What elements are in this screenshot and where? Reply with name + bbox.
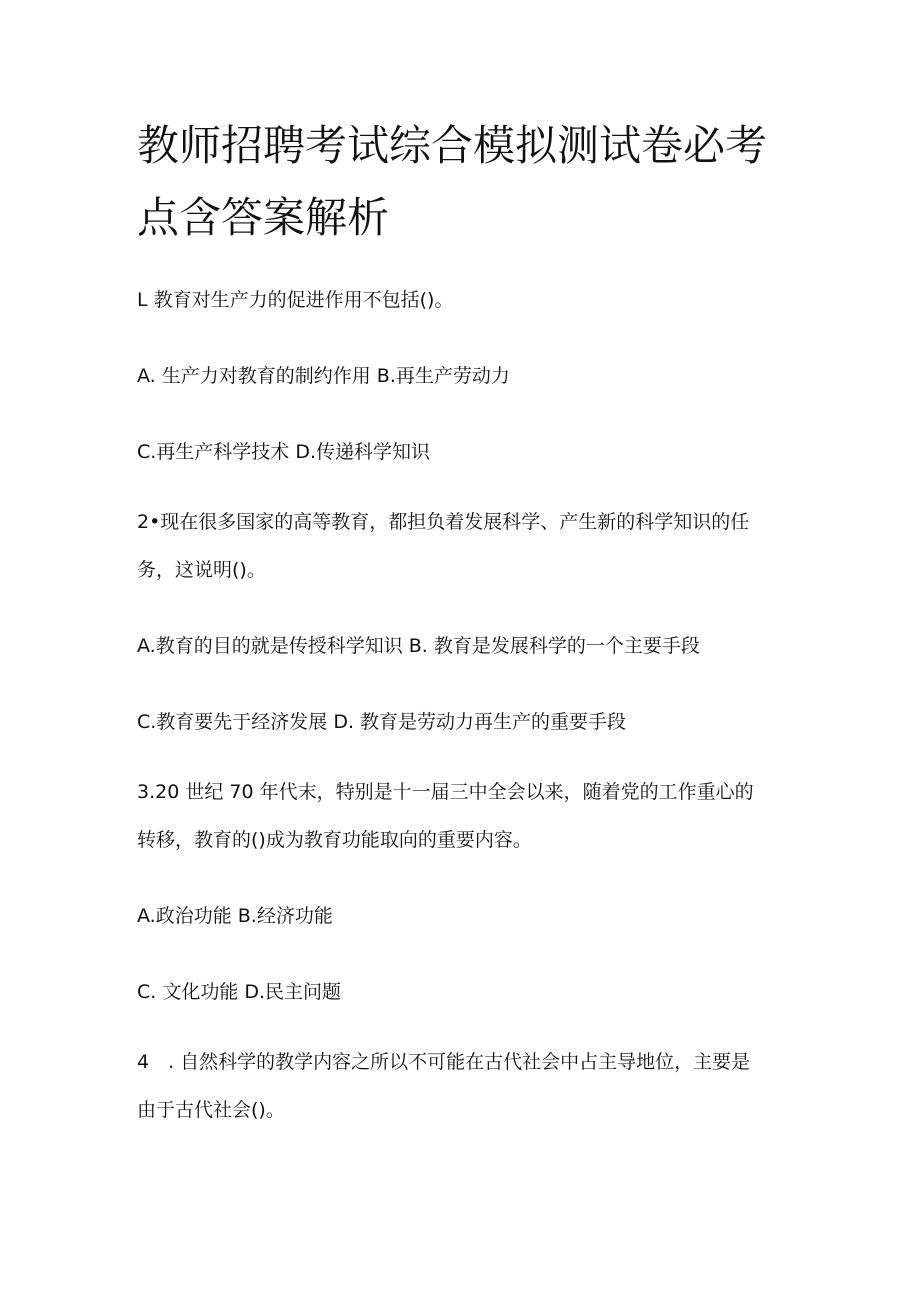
document-title	[137, 110, 782, 254]
answer-option-line: A.政治功能 B.经济功能	[137, 905, 333, 927]
question-stem	[137, 1038, 782, 1134]
question-stem-line: 由于古代社会()。	[137, 1099, 285, 1121]
title-line-1: 教师招聘考试综合模拟测试卷必考	[137, 121, 768, 170]
question-stem-line: 转移，教育的()成为教育功能取向的重要内容。	[137, 829, 532, 851]
question-stem	[137, 276, 782, 324]
answer-option-line: A. 生产力对教育的制约作用 B.再生产劳动力	[137, 365, 510, 387]
answer-option-line: C.再生产科学技术 D.传递科学知识	[137, 441, 431, 463]
question-stem-line: 务，这说明()。	[137, 559, 266, 581]
answer-option-line: C. 文化功能 D.民主问题	[137, 981, 342, 1003]
document-page	[137, 110, 782, 1134]
question-stem	[137, 498, 782, 594]
answer-option-line: A.教育的目的就是传授科学知识 B. 教育是发展科学的一个主要手段	[137, 635, 700, 657]
answer-option-line: C.教育要先于经济发展 D. 教育是劳动力再生产的重要手段	[137, 711, 627, 733]
question-item	[137, 498, 782, 746]
question-item	[137, 1038, 782, 1134]
question-stem-line: 4 . 自然科学的教学内容之所以不可能在古代社会中占主导地位，主要是	[137, 1051, 751, 1073]
question-item	[137, 768, 782, 1016]
question-stem-line: 3.20 世纪 70 年代末，特别是十一届三中全会以来，随着党的工作重心的	[137, 781, 754, 803]
question-item	[137, 276, 782, 476]
question-list	[137, 276, 782, 1134]
question-stem-line: L 教育对生产力的促进作用不包括()。	[137, 289, 454, 311]
question-stem-line: 2•现在很多国家的高等教育，都担负着发展科学、产生新的科学知识的任	[137, 511, 750, 533]
title-line-2: 点含答案解析	[137, 193, 390, 242]
question-stem	[137, 768, 782, 864]
